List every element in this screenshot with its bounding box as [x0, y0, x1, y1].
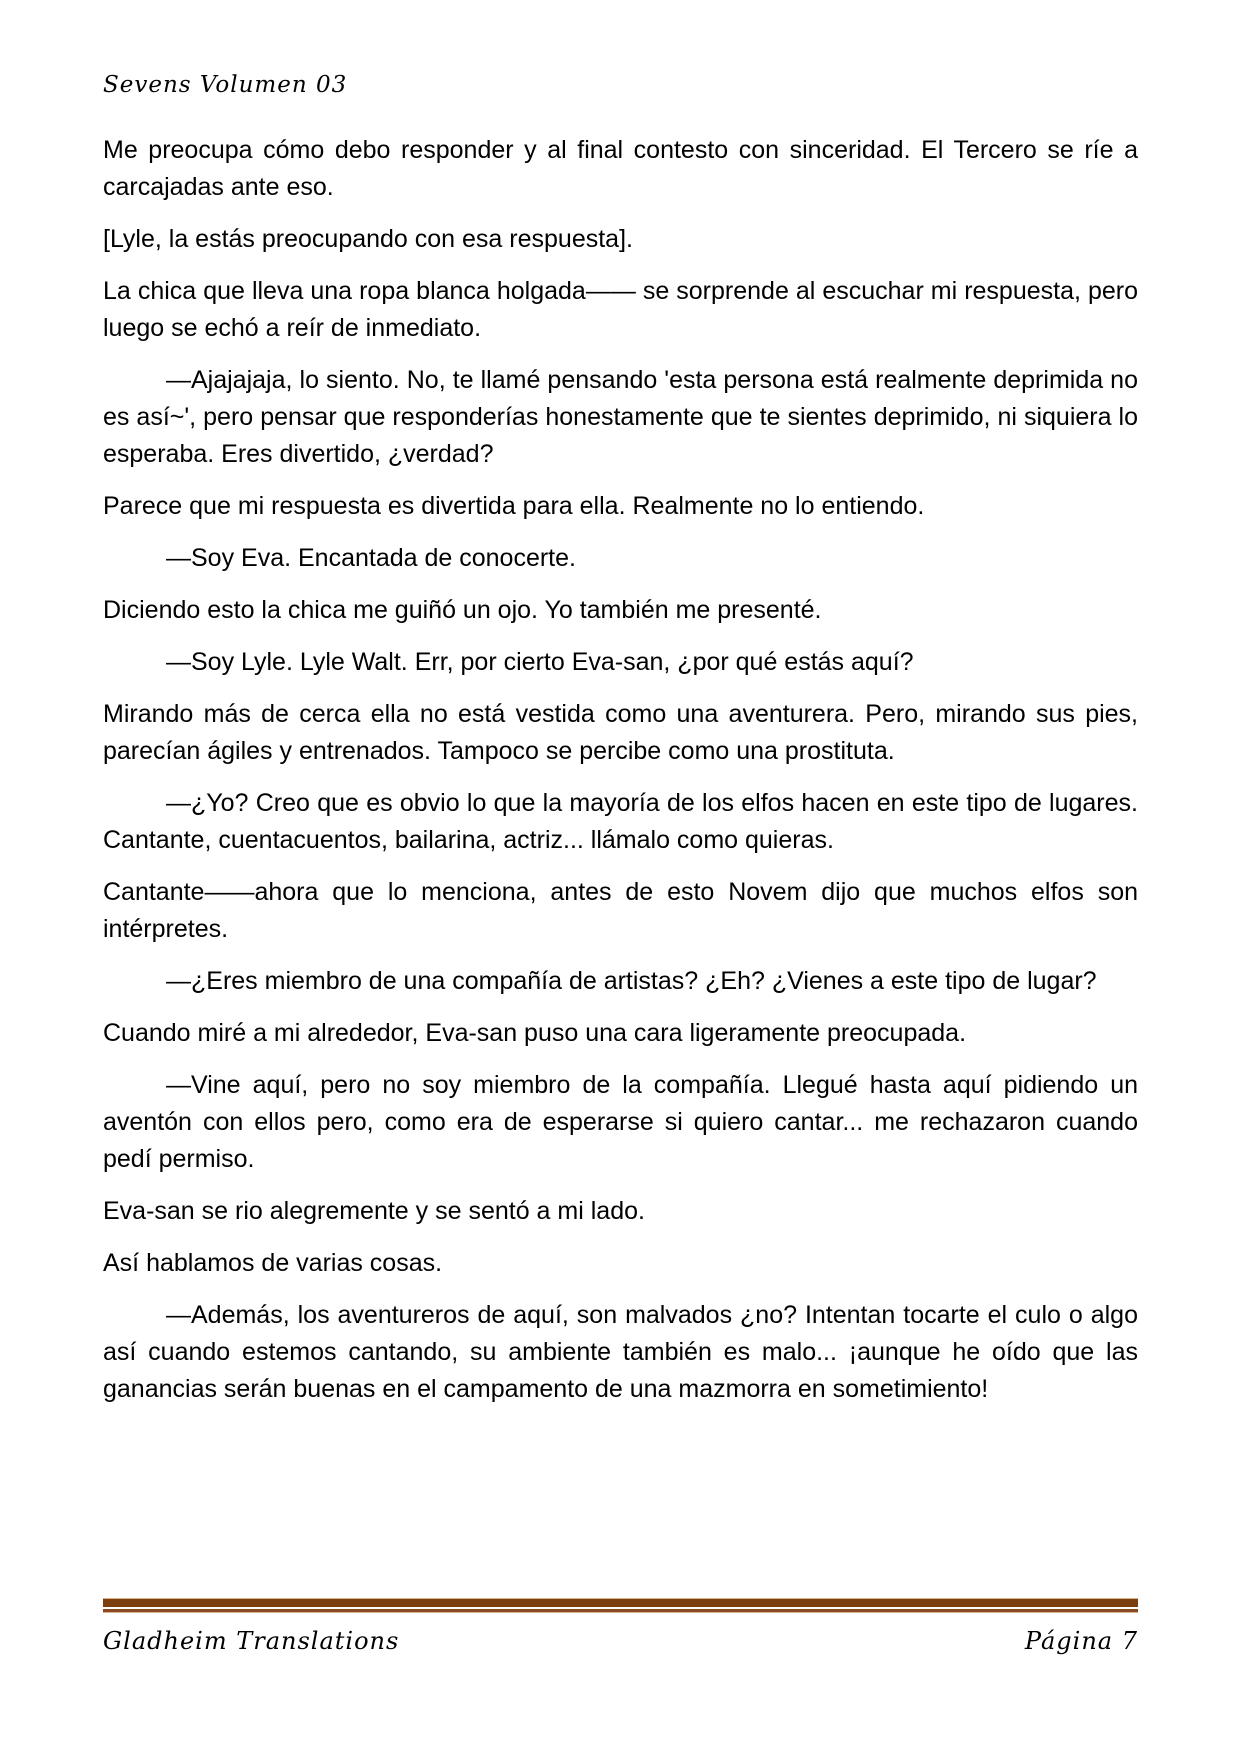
paragraph: —Soy Lyle. Lyle Walt. Err, por cierto Eva-san, ¿por qué estás aquí?: [166, 648, 914, 676]
paragraph: Eva-san se rio alegremente y se sentó a mi lado.: [103, 1197, 645, 1225]
body-text: [103, 132, 1138, 1423]
footer-rule-thin-line: [103, 1609, 1138, 1613]
paragraph: La chica que lleva una ropa blanca holgada—— se sorprende al escuchar mi respuesta, pero luego se echó a reír de inmediato.: [103, 277, 1138, 342]
paragraph: Parece que mi respuesta es divertida para ella. Realmente no lo entiendo.: [103, 492, 925, 520]
header-volume-title: Sevens Volumen 03: [103, 72, 348, 98]
footer-text-row: [103, 1627, 1138, 1655]
footer-translator-credit: Gladheim Translations: [103, 1627, 400, 1655]
paragraph: —Soy Eva. Encantada de conocerte.: [166, 544, 576, 572]
paragraph: —¿Yo? Creo que es obvio lo que la mayoría de los elfos hacen en este tipo de lugares. Cantante, cuentacuentos, bailarina, actriz... llámalo como quieras.: [103, 789, 1138, 854]
paragraph: —Además, los aventureros de aquí, son malvados ¿no? Intentan tocarte el culo o algo así cuando estemos cantando, su ambiente también es malo... ¡aunque he oído que las ganancias serán buenas en el campamento de una mazmorra en sometimiento!: [103, 1301, 1138, 1403]
paragraph: Me preocupa cómo debo responder y al final contesto con sinceridad. El Tercero se ríe a carcajadas ante eso.: [103, 136, 1138, 201]
paragraph: [Lyle, la estás preocupando con esa respuesta].: [103, 225, 633, 253]
paragraph: Mirando más de cerca ella no está vestida como una aventurera. Pero, mirando sus pies, parecían ágiles y entrenados. Tampoco se percibe como una prostituta.: [103, 700, 1138, 765]
footer-rule-thick-line: [103, 1598, 1138, 1607]
paragraph: Cuando miré a mi alrededor, Eva-san puso una cara ligeramente preocupada.: [103, 1019, 967, 1047]
page-footer: [103, 1598, 1138, 1655]
paragraph: —¿Eres miembro de una compañía de artistas? ¿Eh? ¿Vienes a este tipo de lugar?: [166, 967, 1097, 995]
footer-page-number: Página 7: [1024, 1627, 1138, 1655]
paragraph: Así hablamos de varias cosas.: [103, 1249, 443, 1277]
paragraph: —Ajajajaja, lo siento. No, te llamé pensando 'esta persona está realmente deprimida no es así~', pero pensar que responderías honestamente que te sientes deprimido, ni siquiera lo esperaba. Eres divertido, ¿verdad?: [103, 366, 1138, 468]
page-header: [103, 72, 1138, 98]
paragraph: Diciendo esto la chica me guiñó un ojo. Yo también me presenté.: [103, 596, 822, 624]
paragraph: —Vine aquí, pero no soy miembro de la compañía. Llegué hasta aquí pidiendo un aventón con ellos pero, como era de esperarse si quiero cantar... me rechazaron cuando pedí permiso.: [103, 1071, 1138, 1173]
footer-rule: [103, 1598, 1138, 1613]
paragraph: Cantante——ahora que lo menciona, antes de esto Novem dijo que muchos elfos son intérpretes.: [103, 878, 1138, 943]
